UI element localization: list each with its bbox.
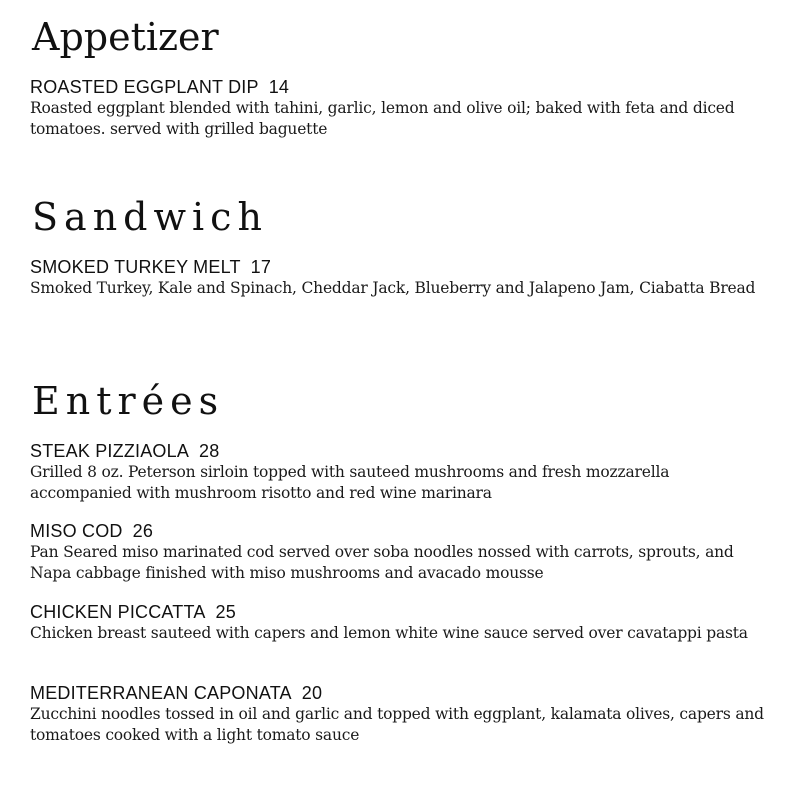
item-name: CHICKEN PICCATTA [30,602,206,622]
item-name: MISO COD [30,521,123,541]
item-header [30,77,770,97]
menu-item-roasted-eggplant-dip [30,77,770,139]
section-title-entrees: Entrées [32,379,225,423]
item-price: 17 [250,257,272,277]
item-price: 14 [268,77,290,97]
item-header [30,683,770,703]
item-name: MEDITERRANEAN CAPONATA [30,683,292,703]
section-title-sandwich: Sandwich [32,195,268,239]
item-name: STEAK PIZZIAOLA [30,441,190,461]
item-name: SMOKED TURKEY MELT [30,257,241,277]
item-description: Roasted eggplant blended with tahini, garlic, lemon and olive oil; baked with feta and diced tomatoes. served with grilled baguette [30,99,735,138]
item-price: 25 [215,602,236,622]
item-price: 26 [132,521,154,541]
section-title-appetizer: Appetizer [32,15,219,59]
menu-item-miso-cod [30,521,770,583]
item-description: Zucchini noodles tossed in oil and garlic and topped with eggplant, kalamata olives, capers and tomatoes cooked with a light tomato sauce [30,705,764,744]
item-header [30,441,770,461]
menu-item-smoked-turkey-melt [30,257,770,299]
menu-item-steak-pizziaola [30,441,770,503]
item-price: 20 [301,683,323,703]
menu-item-mediterranean-caponata [30,683,770,745]
item-description: Chicken breast sauteed with capers and lemon white wine sauce served over cavatappi pasta [30,624,748,642]
item-description: Pan Seared miso marinated cod served over soba noodles nossed with carrots, sprouts, and Napa cabbage finished with miso mushrooms and avacado mousse [30,543,734,582]
item-header [30,521,770,541]
item-name: ROASTED EGGPLANT DIP [30,77,259,97]
menu-item-chicken-piccatta [30,602,770,644]
item-description: Grilled 8 oz. Peterson sirloin topped with sauteed mushrooms and fresh mozzarella accompanied with mushroom risotto and red wine marinara [30,463,670,502]
item-description: Smoked Turkey, Kale and Spinach, Cheddar Jack, Blueberry and Jalapeno Jam, Ciabatta Bread [30,279,756,297]
item-header [30,602,770,622]
item-header [30,257,770,277]
item-price: 28 [199,441,220,461]
